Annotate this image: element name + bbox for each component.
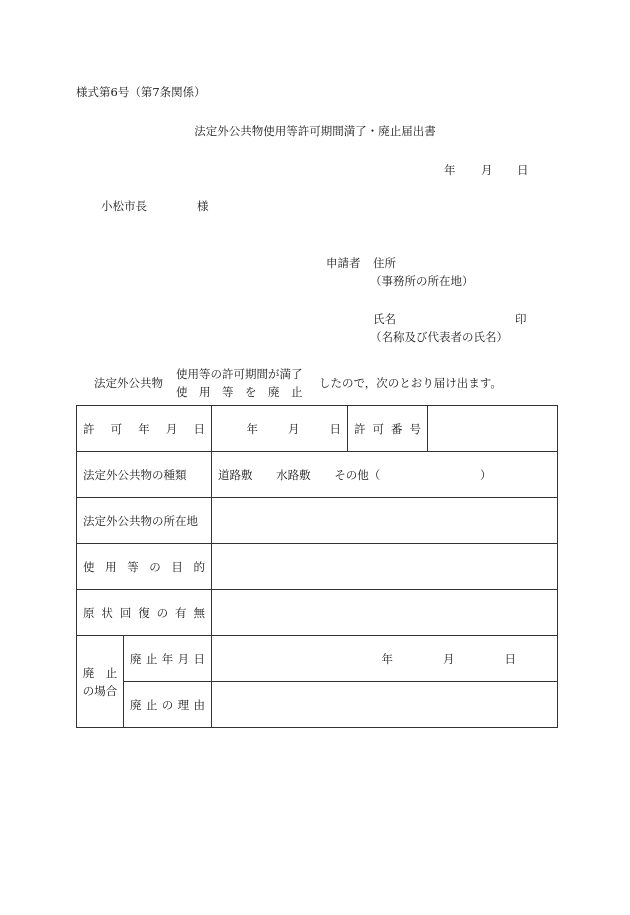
permit-date-row	[77, 406, 558, 452]
type-value[interactable]	[212, 452, 558, 498]
abolish-date-ymd	[218, 651, 551, 667]
abolish-reason-label-ch4: 理	[177, 697, 190, 712]
address-note: （事務所の所在地）	[370, 274, 474, 288]
purpose-label-ch3: 等	[127, 559, 139, 574]
permit-day-unit: 日	[329, 421, 341, 436]
date-year: 年	[444, 163, 456, 177]
permit-date-ymd	[218, 421, 341, 437]
abolish-date-value[interactable]	[212, 636, 558, 682]
name-note: （名称及び代表者の氏名）	[370, 330, 508, 344]
date-day: 日	[517, 163, 529, 177]
type-option-waterway: 水路敷	[276, 467, 311, 482]
permit-number-label-ch2: 可	[372, 421, 384, 436]
abolish-year-unit: 年	[381, 651, 393, 666]
restore-label-ch5: の	[156, 605, 169, 620]
purpose-label-ch6: 的	[193, 559, 205, 574]
purpose-label-cell	[77, 544, 212, 590]
abolish-reason-label-ch2: 止	[145, 697, 158, 712]
abolish-reason-value[interactable]	[212, 682, 558, 728]
permit-date-label	[83, 421, 205, 437]
location-row	[77, 498, 558, 544]
address-label: 住所	[373, 256, 396, 270]
abolish-day-unit: 日	[504, 651, 516, 666]
type-option-road: 道路敷	[218, 467, 253, 482]
addressee-name: 小松市長	[101, 199, 147, 213]
statement-tail: したので，次のとおり届け出ます。	[319, 376, 502, 390]
restore-label-ch1: 原	[83, 605, 95, 620]
purpose-label-ch5: 目	[171, 559, 183, 574]
permit-date-label-ch2: 可	[110, 421, 123, 436]
type-row	[77, 452, 558, 498]
permit-month-unit: 月	[288, 421, 300, 436]
type-option-other: その他（	[334, 467, 381, 482]
permit-date-label-ch5: 日	[193, 421, 205, 436]
addressee-honorific: 様	[197, 199, 209, 213]
abolish-group-line1: 廃 止	[82, 665, 118, 680]
statement-option-expire: 使用等の許可期間が満了	[176, 367, 303, 381]
restore-value[interactable]	[212, 590, 558, 636]
restore-row	[77, 590, 558, 636]
abolish-reason-label-ch1: 廃	[130, 697, 142, 712]
abolish-group-label	[77, 636, 124, 728]
purpose-row	[77, 544, 558, 590]
permit-date-value[interactable]	[212, 406, 348, 452]
purpose-label-ch4: の	[149, 559, 161, 574]
abolish-date-label-ch1: 廃	[130, 651, 142, 666]
type-option-other-close: ）	[479, 467, 492, 482]
abolish-reason-row	[77, 682, 558, 728]
seal-mark: 印	[515, 312, 527, 326]
permit-date-label-cell	[77, 406, 212, 452]
abolish-date-label-ch4: 月	[177, 651, 190, 666]
permit-number-label	[354, 421, 421, 437]
date-month: 月	[481, 163, 493, 177]
purpose-value[interactable]	[212, 544, 558, 590]
abolish-date-label	[130, 651, 205, 667]
permit-number-label-ch3: 番	[391, 421, 403, 436]
abolish-date-label-ch5: 日	[193, 651, 205, 666]
permit-date-label-ch3: 年	[138, 421, 150, 436]
form-number: 様式第6号（第7条関係）	[76, 85, 206, 99]
restore-label-ch6: 有	[175, 605, 187, 620]
permit-number-value[interactable]	[428, 406, 558, 452]
restore-label-ch3: 回	[119, 605, 132, 620]
restore-label	[83, 605, 205, 621]
restore-label-cell	[77, 590, 212, 636]
permit-number-label-ch1: 許	[354, 421, 366, 436]
permit-number-label-ch4: 号	[409, 421, 421, 436]
report-table	[76, 405, 558, 728]
statement-subject: 法定外公共物	[94, 376, 163, 390]
type-label-cell	[77, 452, 212, 498]
applicant-label: 申請者	[326, 256, 361, 270]
restore-label-ch4: 復	[138, 605, 150, 620]
permit-year-unit: 年	[246, 421, 258, 436]
abolish-date-label-cell	[124, 636, 212, 682]
abolish-month-unit: 月	[443, 651, 455, 666]
abolish-reason-label	[130, 697, 205, 713]
location-label-cell	[77, 498, 212, 544]
purpose-label	[83, 559, 205, 575]
permit-date-label-ch1: 許	[83, 421, 95, 436]
abolish-reason-label-ch3: の	[161, 697, 174, 712]
document-title: 法定外公共物使用等許可期間満了・廃止届出書	[194, 124, 436, 138]
purpose-label-ch2: 用	[105, 559, 117, 574]
restore-label-ch2: 状	[101, 605, 113, 620]
abolish-reason-label-cell	[124, 682, 212, 728]
abolish-group-line2: の場合	[82, 683, 118, 698]
location-value[interactable]	[212, 498, 558, 544]
abolish-date-label-ch3: 年	[161, 651, 174, 666]
abolish-date-row	[77, 636, 558, 682]
restore-label-ch7: 無	[193, 605, 205, 620]
permit-number-label-cell	[348, 406, 428, 452]
abolish-reason-label-ch5: 由	[193, 697, 205, 712]
abolish-date-label-ch2: 止	[145, 651, 158, 666]
statement-option-abolish: 使 用 等 を 廃 止	[176, 385, 303, 399]
purpose-label-ch1: 使	[83, 559, 95, 574]
type-label: 法定外公共物の種類	[83, 467, 187, 482]
name-label: 氏名	[373, 312, 396, 326]
permit-date-label-ch4: 月	[165, 421, 178, 436]
location-label: 法定外公共物の所在地	[83, 513, 198, 528]
